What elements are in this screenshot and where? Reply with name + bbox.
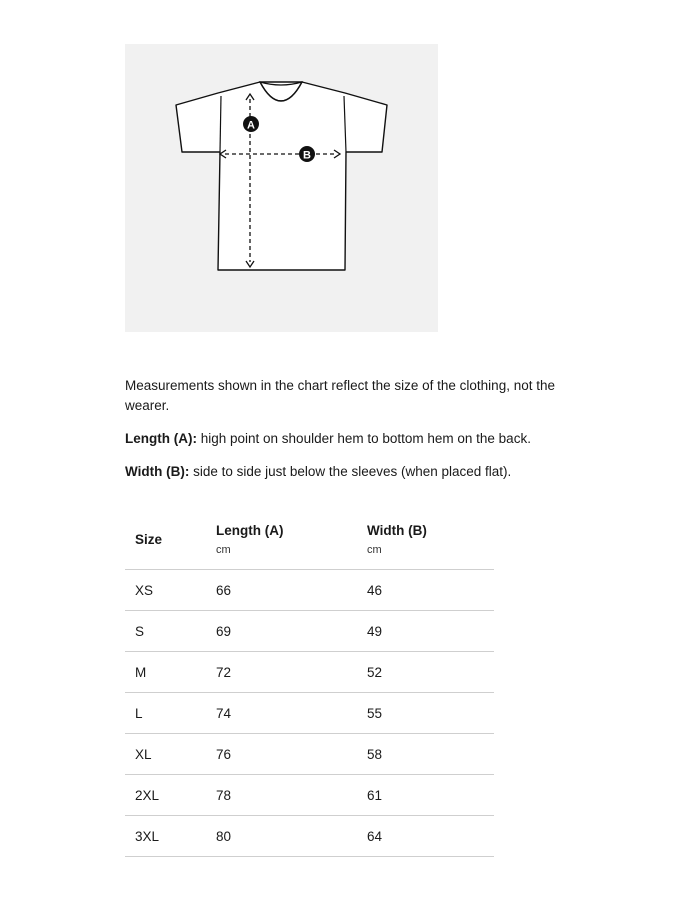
length-cell: 69 [206,611,357,652]
width-header [357,509,494,570]
length-header [206,509,357,570]
width-header-label: Width (B) [367,522,427,538]
table-row [125,611,494,652]
width-cell: 52 [357,652,494,693]
length-unit: cm [216,543,231,556]
table-row [125,693,494,734]
length-description: high point on shoulder hem to bottom hem on the back. [196,431,531,446]
width-term: Width (B): [125,464,190,479]
size-cell: 3XL [125,816,206,857]
length-term: Length (A): [125,431,197,446]
size-cell: 2XL [125,775,206,816]
width-cell: 61 [357,775,494,816]
tshirt-diagram [125,44,438,332]
length-cell: 76 [206,734,357,775]
length-cell: 78 [206,775,357,816]
measurement-notes [125,376,575,482]
length-cell: 80 [206,816,357,857]
size-cell: L [125,693,206,734]
width-definition [125,462,575,482]
size-header: Size [125,509,206,570]
table-row [125,775,494,816]
size-chart-table [125,509,494,857]
length-definition [125,429,575,449]
width-cell: 46 [357,570,494,611]
length-cell: 72 [206,652,357,693]
size-cell: XS [125,570,206,611]
length-cell: 74 [206,693,357,734]
width-cell: 49 [357,611,494,652]
width-unit: cm [367,543,382,556]
length-cell: 66 [206,570,357,611]
size-cell: XL [125,734,206,775]
size-cell: S [125,611,206,652]
tshirt-illustration [125,44,438,332]
size-cell: M [125,652,206,693]
table-row [125,734,494,775]
marker-a-label: A [247,119,255,132]
tshirt-body [176,82,387,270]
length-header-label: Length (A) [216,522,284,538]
table-row [125,652,494,693]
width-cell: 64 [357,816,494,857]
table-row [125,816,494,857]
table-row [125,570,494,611]
width-description: side to side just below the sleeves (when placed flat). [189,464,512,479]
measurement-note: Measurements shown in the chart reflect the size of the clothing, not the wearer. [125,378,555,413]
marker-b-label: B [303,149,311,162]
width-cell: 58 [357,734,494,775]
table-header-row [125,509,494,570]
width-cell: 55 [357,693,494,734]
